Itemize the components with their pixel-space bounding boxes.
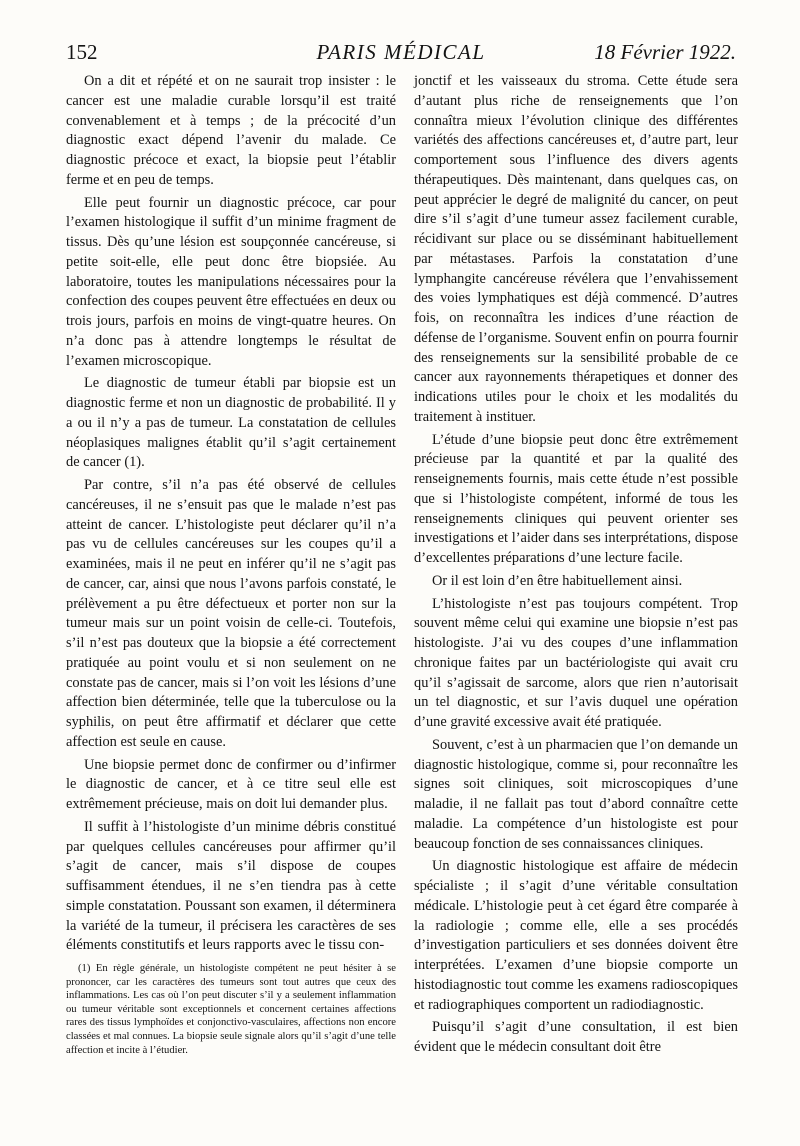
paragraph: Le diagnostic de tumeur établi par biopsie est un diagnostic ferme et non un diagnostic de probabilité. Il y a ou il n’y a pas de tumeur. La constatation de cellules néoplasiques malignes établit qu’il s’agit certainement de cancer (1). <box>66 375 396 471</box>
left-column <box>66 72 396 956</box>
paragraph: jonctif et les vaisseaux du stroma. Cette étude sera d’autant plus riche de renseignements que l’on connaîtra mieux l’évolution clinique des différentes variétés des affections cancéreuses et, d’autre part, leur comportement sous l’influence des divers agents thérapeutiques. Dès maintenant, dans quelques cas, on peut apprécier le degré de malignité du cancer, on peut dire s’il s’agit d’une tumeur assez facilement curable, récidivant sur place ou se disséminant habituellement par métastases. Parfois la constatation d’une lymphangite cancéreuse révélera que l’envahissement des voies lymphatiques est déjà commencé. D’autres fois, on reconnaîtra les indices d’une réaction de défense de l’organisme. Souvent enfin on pourra fournir des renseignements sur la sensibilité probable de ce cancer aux rayonnements thérapetiques et donner des indications utiles pour le choix et les modalités du traitement à instituer. <box>414 73 738 425</box>
paragraph: Une biopsie permet donc de confirmer ou d’infirmer le diagnostic de cancer, et à ce titre seul elle est extrêmement précieuse, mais on doit lui demander plus. <box>66 756 396 812</box>
paragraph: Elle peut fournir un diagnostic précoce, car pour l’examen histologique il suffit d’un minime fragment de tissus. Dès qu’une lésion est soupçonnée cancéreuse, si petite soit-elle, elle peut donc être biopsiée. Au laboratoire, toutes les manipulations nécessaires pour la confection des coupes peuvent être effectuées en deux ou trois jours, parfois en moins de vingt-quatre heures. On n’a donc pas à attendre longtemps le résultat de l’examen microscopique. <box>66 194 396 369</box>
journal-title: PARIS MÉDICAL <box>316 40 486 64</box>
paragraph: L’étude d’une biopsie peut donc être extrêmement précieuse par la quantité et par la qualité des renseignements fournis, mais cette étude n’est possible que si l’histologiste compétent, informé de tous les renseignements cliniques qui peuvent orienter ses investigations et l’aider dans ses interprétations, dispose d’excellentes préparations d’une lecture facile. <box>414 431 738 566</box>
paragraph: L’histologiste n’est pas toujours compétent. Trop souvent même celui qui examine une biopsie n’est pas histologiste. J’ai vu des coupes d’une inflammation chronique faites par un bactériologiste qui avait cru qu’il s’agissait de sarcome, alors que rien n’autorisait un tel diagnostic, et sur l’avis duquel une opération d’une gravité excessive avait été pratiquée. <box>414 595 738 730</box>
paragraph: On a dit et répété et on ne saurait trop insister : le cancer est une maladie curable lorsqu’il est traité convenablement et à temps ; de la précocité d’un diagnostic exact dépend l’avenir du malade. Ce diagnostic précoce et exact, la biopsie peut l’établir ferme et en peu de temps. <box>66 73 396 188</box>
paragraph: Il suffit à l’histologiste d’un minime débris constitué par quelques cellules cancéreuses pour affirmer qu’il s’agit de cancer, mais s’il dispose de coupes suffisamment étendues, il ne s’en tiendra pas à cette simple constatation. Poussant son examen, il déterminera la variété de la tumeur, il précisera les caractères de ses éléments constitutifs et leurs rapports avec le tissu con- <box>66 818 396 954</box>
paragraph: Par contre, s’il n’a pas été observé de cellules cancéreuses, il ne s’ensuit pas que le malade n’est pas atteint de cancer. L’histologiste peut déclarer qu’il n’a pas vu de cellules cancéreuses sur les coupes qu’il a examinées, mais il ne peut en inférer qu’il ne s’agit pas de cancer, car, ainsi que nous l’avons parfois constaté, le prélèvement a pu être défectueux et porter non sur la tumeur mais sur un point voisin de celle-ci. Toutefois, s’il n’est pas douteux que la biopsie a été correctement pratiquée au point voulu et si non seulement on ne constate pas de cancer, mais si l’on voit les lésions d’une affection bien déterminée, telle que la tuberculose ou la syphilis, on peut être affirmatif et déclarer que cette affection est seule en cause. <box>66 477 396 750</box>
issue-date: 18 Février 1922. <box>594 40 736 64</box>
page-number: 152 <box>66 40 98 64</box>
paragraph: Souvent, c’est à un pharmacien que l’on demande un diagnostic histologique, comme si, pour reconnaître les signes soit cliniques, soit microscopiques d’une maladie, il ne fallait pas tout d’abord connaître cette maladie. La compétence d’un histologiste est pour beaucoup fonction de ses connaissances cliniques. <box>414 736 738 852</box>
paragraph: Puisqu’il s’agit d’une consultation, il est bien évident que le médecin consultant doit être <box>414 1019 738 1055</box>
right-column <box>414 72 738 1058</box>
page-header <box>66 40 736 70</box>
footnote: (1) En règle générale, un histologiste compétent ne peut hésiter à se prononcer, car les caractères des tumeurs sont tout autres que ceux des inflammations. Les cas où l’on peut discuter s’il y a seulement inflammation ou tumeur véritable sont exceptionnels et concernent certaines affections rares des tissus lymphoïdes et conjonctivo-vasculaires, affections non encore classées et mal connues. La biopsie seule signale alors qu’il s’agit d’une telle affection et incite à l’étudier. <box>66 963 396 1056</box>
paragraph: Or il est loin d’en être habituellement ainsi. <box>432 572 683 589</box>
paragraph: Un diagnostic histologique est affaire de médecin spécialiste ; il s’agit d’une véritable consultation médicale. L’histologie peut à cet égard être comparée à la radiologie ; comme elle, elle a ses procédés d’investigation particuliers et ses données doivent être interprétées. L’examen d’une biopsie comporte un histodiagnostic tout comme les examens radioscopiques et radiographiques comportent un radiodiagnostic. <box>414 858 738 1013</box>
